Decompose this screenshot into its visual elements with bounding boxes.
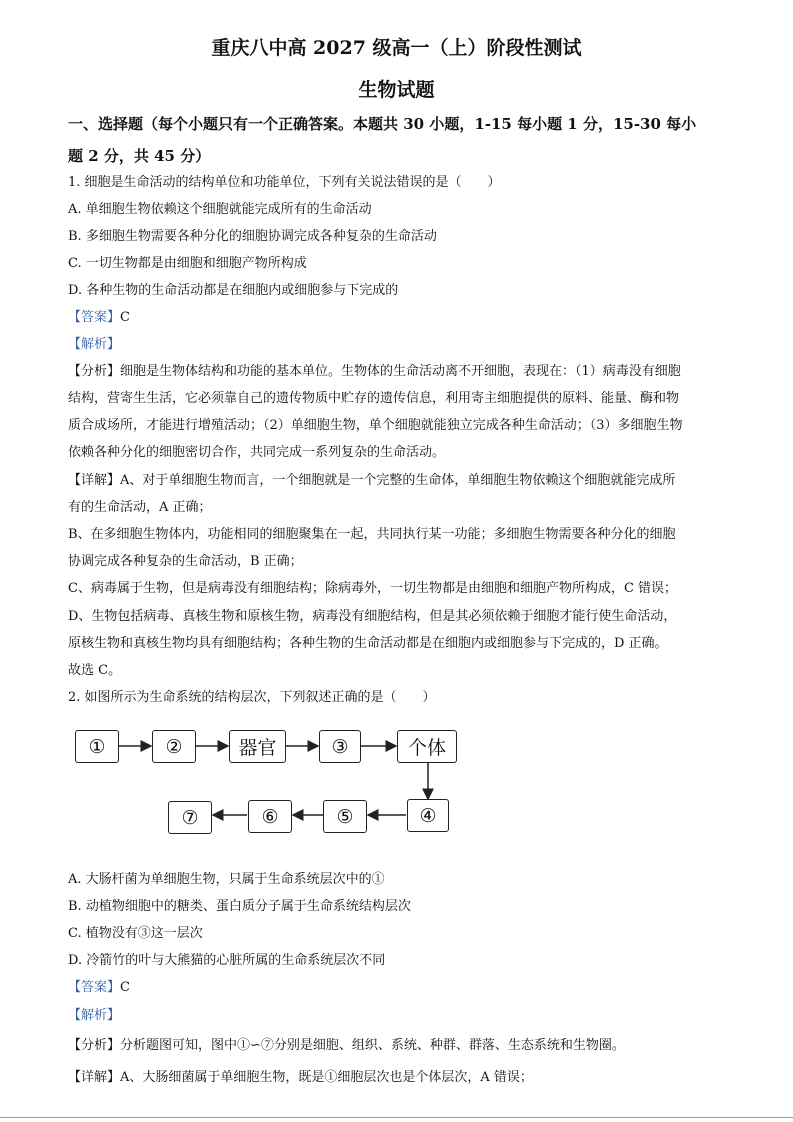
exam-title: 重庆八中高 2027 级高一（上）阶段性测试	[211, 37, 582, 59]
section-heading-line2: 题 2 分，共 45 分）	[68, 147, 211, 165]
answer-value: C	[120, 310, 130, 325]
fenxi-text: 分析题图可知，图中①∽⑦分别是细胞、组织、系统、种群、群落、生态系统和生物圈。	[120, 1038, 625, 1053]
answer-value: C	[120, 980, 130, 995]
xiangjie-tag: 【详解】	[68, 1070, 121, 1085]
q1-xiangjie-line5: C、病毒属于生物，但是病毒没有细胞结构；除病毒外，一切生物都是由细胞和细胞产物所构成，C 错误；	[68, 581, 678, 596]
q2-answer	[68, 981, 130, 994]
diagram-node-organ: 器官	[229, 730, 286, 763]
section-heading-line1: 一、选择题（每个小题只有一个正确答案。本题共 30 小题，1-15 每小题 1 分，15-30 每小	[68, 115, 697, 133]
q1-xiangjie-line2: 有的生命活动，A 正确；	[68, 500, 212, 515]
q1-fenxi-line3: 质合成场所，才能进行增殖活动；（2）单细胞生物，单个细胞就能独立完成各种生命活动；（3）多细胞生物	[68, 418, 683, 433]
exam-subtitle: 生物试题	[358, 79, 435, 101]
q1-option-c: C. 一切生物都是由细胞和细胞产物所构成	[68, 256, 307, 271]
q2-fenxi	[68, 1039, 625, 1052]
q2-stem: 2. 如图所示为生命系统的结构层次，下列叙述正确的是（ ）	[68, 690, 436, 705]
diagram-node-1: ①	[75, 730, 119, 763]
q1-analysis-tag: 【解析】	[68, 337, 121, 352]
q1-xiangjie-line6: D、生物包括病毒、真核生物和原核生物，病毒没有细胞结构，但是其必须依赖于细胞才能行使生命活动，	[68, 609, 677, 624]
xiangjie-text: A、对于单细胞生物而言，一个细胞就是一个完整的生命体，单细胞生物依赖这个细胞就能完成所	[120, 473, 676, 488]
q1-xiangjie-line7: 原核生物和真核生物均具有细胞结构；各种生物的生命活动都是在细胞内或细胞参与下完成的，D 正确。	[68, 636, 668, 651]
q2-xiangjie	[68, 1071, 533, 1084]
q1-xiangjie-line8: 故选 C。	[68, 663, 122, 678]
q1-xiangjie-line3: B、在多细胞生物体内，功能相同的细胞聚集在一起，共同执行某一功能；多细胞生物需要各种分化的细胞	[68, 527, 676, 542]
q1-option-b: B. 多细胞生物需要各种分化的细胞协调完成各种复杂的生命活动	[68, 229, 437, 244]
q1-xiangjie-line1	[68, 474, 675, 487]
diagram-node-3: ③	[319, 730, 361, 763]
answer-tag: 【答案】	[68, 310, 121, 325]
fenxi-tag: 【分析】	[68, 364, 121, 379]
q1-fenxi-line1	[68, 365, 681, 378]
q1-option-d: D. 各种生物的生命活动都是在细胞内或细胞参与下完成的	[68, 283, 399, 298]
q2-option-d: D. 冷箭竹的叶与大熊猫的心脏所属的生命系统层次不同	[68, 953, 386, 968]
xiangjie-text: A、大肠细菌属于单细胞生物，既是①细胞层次也是个体层次，A 错误；	[120, 1070, 533, 1085]
answer-tag: 【答案】	[68, 980, 121, 995]
q1-xiangjie-line4: 协调完成各种复杂的生命活动，B 正确；	[68, 554, 303, 569]
q2-option-c: C. 植物没有③这一层次	[68, 926, 203, 941]
diagram-node-7: ⑦	[168, 801, 212, 834]
q1-fenxi-line2: 结构，营寄生生活，它必须靠自己的遗传物质中贮存的遗传信息，利用寄主细胞提供的原料、能量、酶和物	[68, 391, 680, 406]
diagram-node-5: ⑤	[323, 800, 367, 833]
fenxi-text: 细胞是生物体结构和功能的基本单位。生物体的生命活动离不开细胞，表现在：（1）病毒没有细胞	[120, 364, 681, 379]
q2-option-b: B. 动植物细胞中的糖类、蛋白质分子属于生命系统结构层次	[68, 899, 411, 914]
diagram-node-6: ⑥	[248, 800, 292, 833]
page-bottom-rule	[0, 1117, 793, 1118]
diagram-node-4: ④	[407, 799, 449, 832]
q2-analysis-tag: 【解析】	[68, 1008, 121, 1023]
q2-option-a: A. 大肠杆菌为单细胞生物，只属于生命系统层次中的①	[68, 872, 385, 887]
xiangjie-tag: 【详解】	[68, 473, 121, 488]
q1-stem: 1. 细胞是生命活动的结构单位和功能单位，下列有关说法错误的是（ ）	[68, 175, 501, 190]
q1-fenxi-line4: 依赖各种分化的细胞密切合作，共同完成一系列复杂的生命活动。	[68, 445, 446, 460]
diagram-node-individual: 个体	[397, 730, 457, 763]
diagram-node-2: ②	[152, 730, 196, 763]
fenxi-tag: 【分析】	[68, 1038, 121, 1053]
q1-answer	[68, 311, 130, 324]
q1-option-a: A. 单细胞生物依赖这个细胞就能完成所有的生命活动	[68, 202, 372, 217]
